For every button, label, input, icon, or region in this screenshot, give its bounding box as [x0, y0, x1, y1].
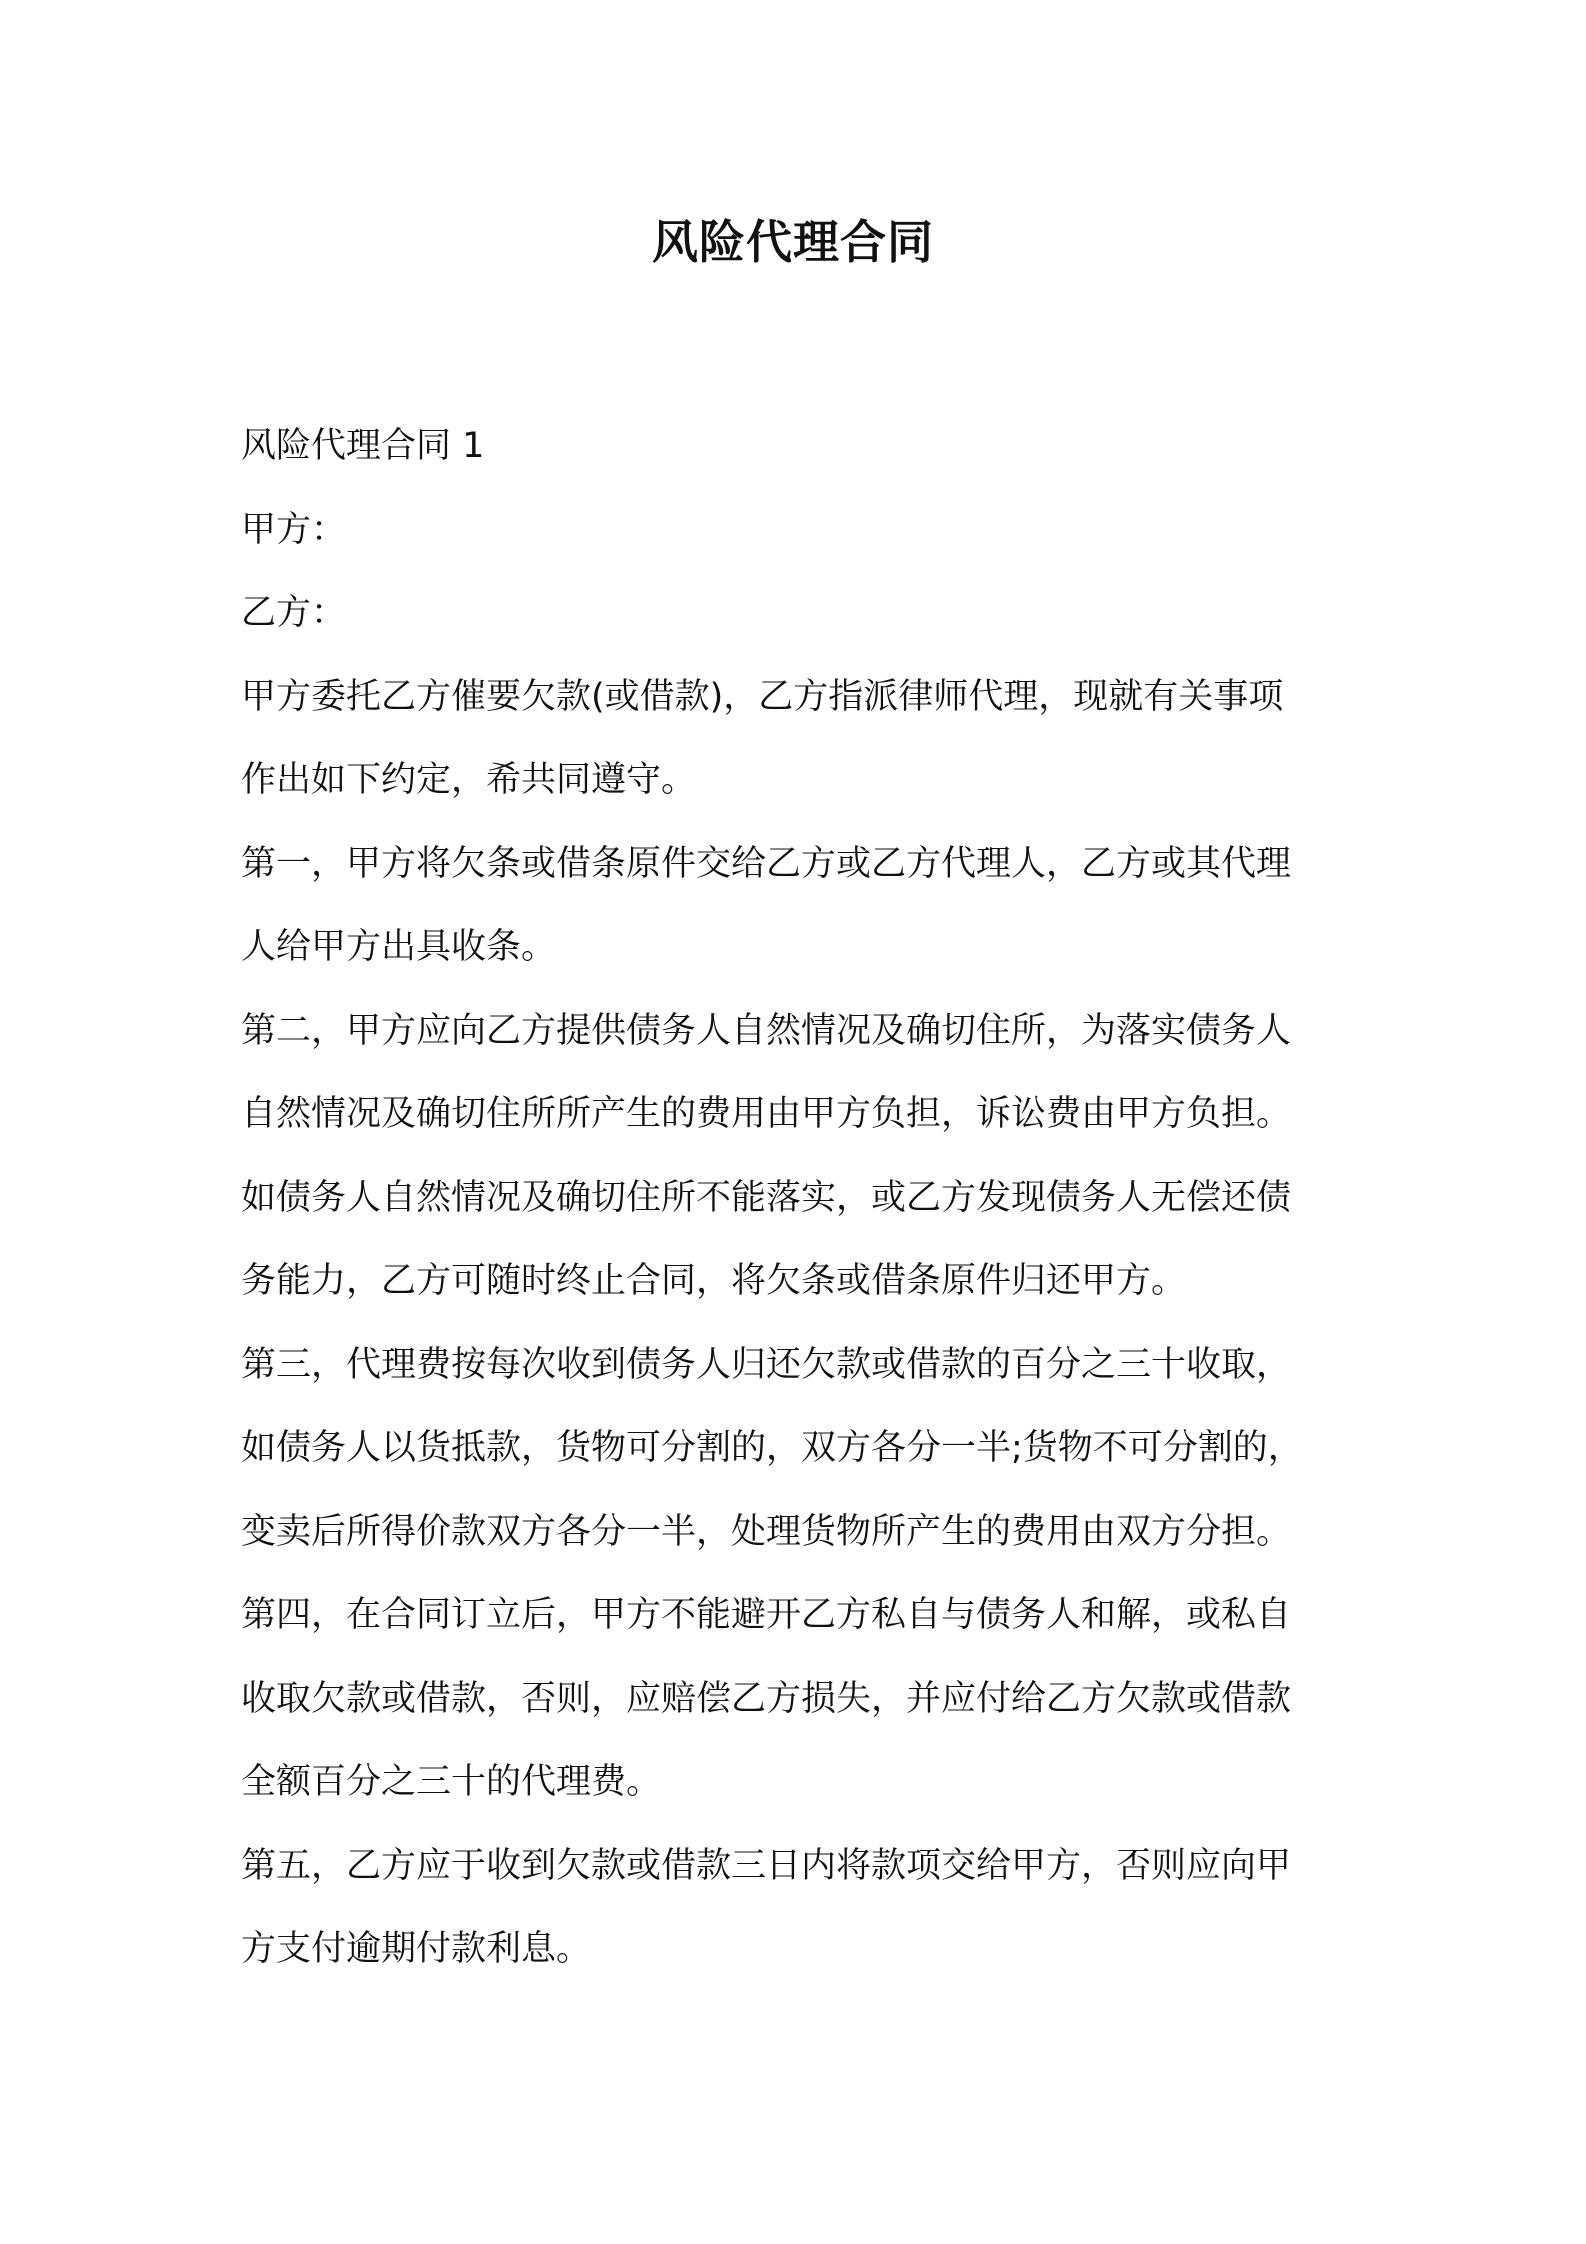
section-heading: 风险代理合同 1 — [241, 426, 485, 466]
document-title: 风险代理合同 — [652, 215, 934, 269]
body-line: 如债务人以货抵款，货物可分割的，双方各分一半;货物不可分割的， — [241, 1428, 1303, 1468]
body-line: 甲方委托乙方催要欠款(或借款)，乙方指派律师代理，现就有关事项 — [241, 676, 1284, 717]
body-line: 全额百分之三十的代理费。 — [241, 1762, 662, 1802]
body-line: 务能力，乙方可随时终止合同，将欠条或借条原件归还甲方。 — [241, 1261, 1187, 1301]
body-line: 方支付逾期付款利息。 — [241, 1929, 592, 1969]
party-a-line: 甲方： — [241, 509, 347, 550]
body-line: 自然情况及确切住所所产生的费用由甲方负担，诉讼费由甲方负担。 — [241, 1094, 1292, 1134]
party-b-line: 乙方： — [241, 593, 347, 633]
body-line: 收取欠款或借款，否则，应赔偿乙方损失，并应付给乙方欠款或借款 — [241, 1678, 1292, 1719]
body-line: 作出如下约定，希共同遵守。 — [241, 760, 697, 800]
body-line: 变卖后所得价款双方各分一半，处理货物所产生的费用由双方分担。 — [241, 1511, 1292, 1552]
document-body — [241, 405, 1371, 1992]
body-line: 如债务人自然情况及确切住所不能落实，或乙方发现债务人无偿还债 — [241, 1177, 1292, 1218]
body-line: 人给甲方出具收条。 — [241, 927, 557, 967]
body-line: 第五，乙方应于收到欠款或借款三日内将款项交给甲方，否则应向甲 — [241, 1845, 1292, 1886]
body-line: 第一，甲方将欠条或借条原件交给乙方或乙方代理人，乙方或其代理 — [241, 843, 1292, 884]
body-line: 第二，甲方应向乙方提供债务人自然情况及确切住所，为落实债务人 — [241, 1010, 1292, 1051]
body-line: 第三，代理费按每次收到债务人归还欠款或借款的百分之三十收取， — [241, 1344, 1292, 1385]
body-line: 第四，在合同订立后，甲方不能避开乙方私自与债务人和解，或私自 — [241, 1595, 1292, 1635]
